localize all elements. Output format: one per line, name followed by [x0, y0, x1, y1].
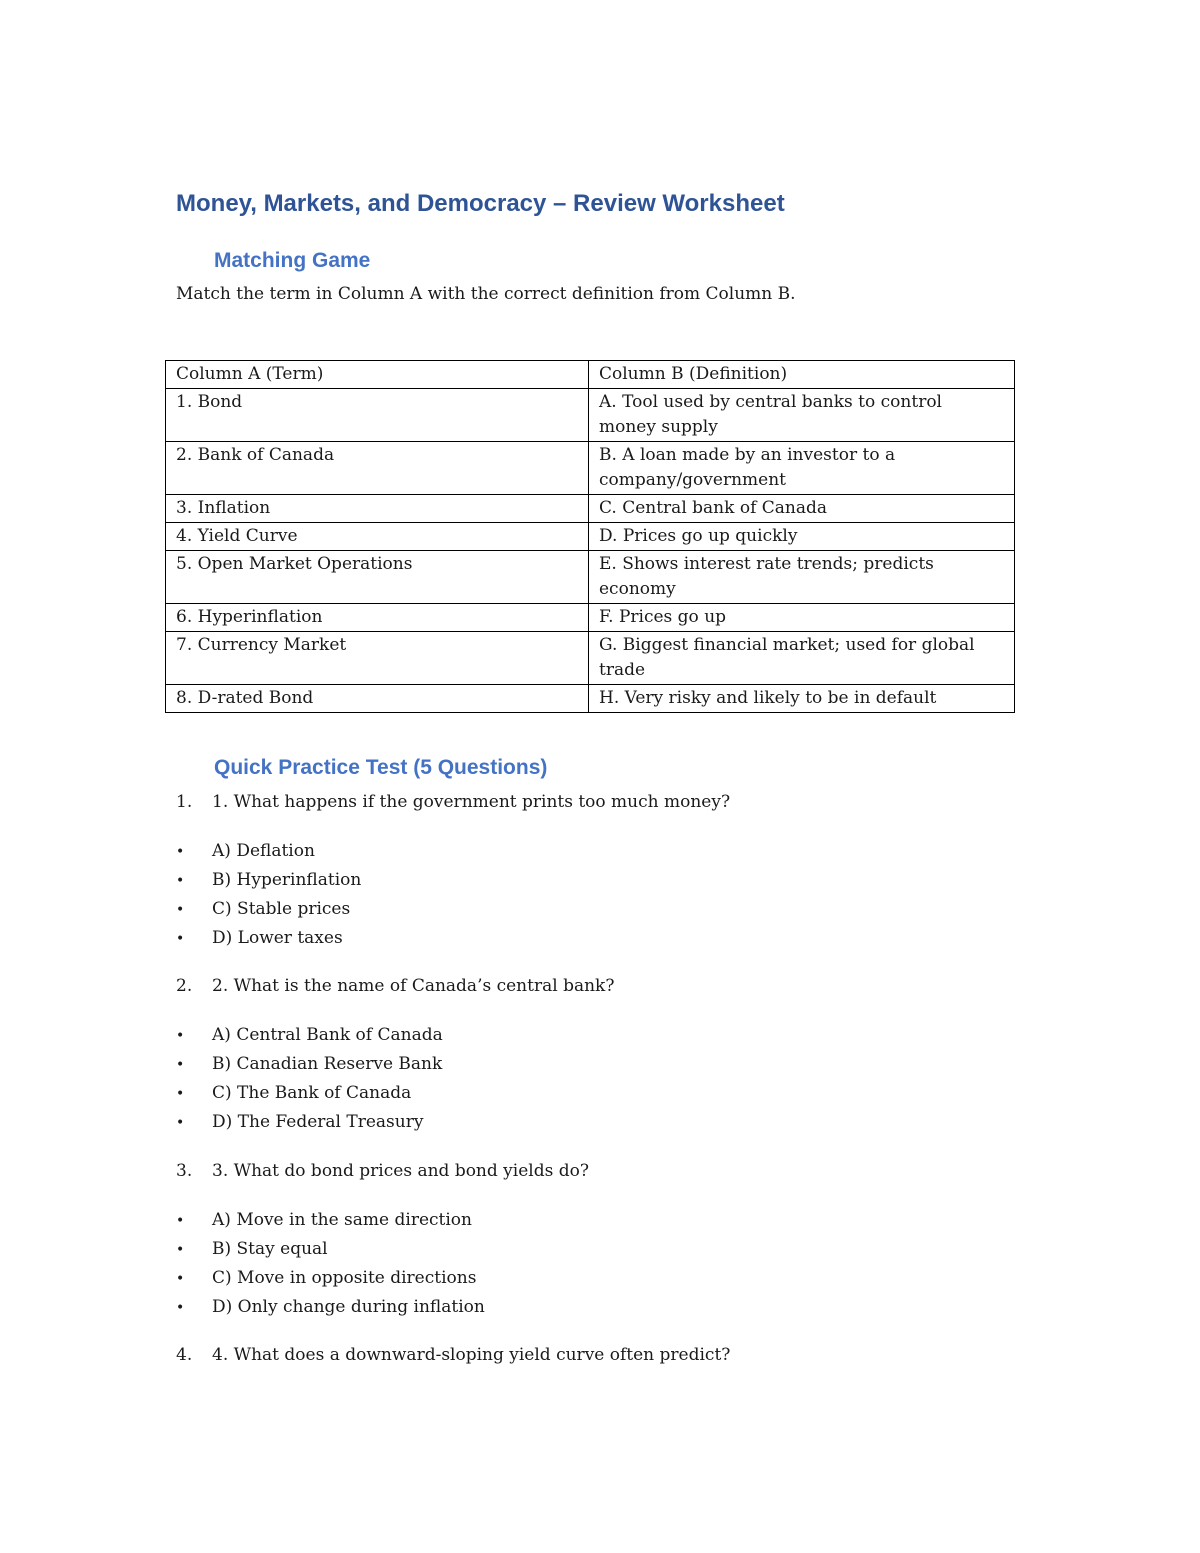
option-text: D) Only change during inflation: [212, 1297, 485, 1317]
option-text: D) Lower taxes: [212, 928, 343, 948]
bullet-icon: •: [176, 1028, 185, 1044]
list-item: [176, 1079, 443, 1108]
question-number: 4.: [176, 1345, 193, 1365]
table-row: [166, 523, 1015, 551]
bullet-icon: •: [176, 844, 185, 860]
table-row: [166, 604, 1015, 632]
question-2: [176, 976, 614, 996]
option-text: B) Hyperinflation: [212, 870, 362, 890]
definition-cell: C. Central bank of Canada: [589, 495, 1015, 523]
list-item: [176, 1235, 485, 1264]
option-text: B) Canadian Reserve Bank: [212, 1054, 443, 1074]
matching-instructions: Match the term in Column A with the correct definition from Column B.: [176, 284, 796, 304]
bullet-icon: •: [176, 873, 185, 889]
list-item: [176, 1021, 443, 1050]
bullet-icon: •: [176, 1242, 185, 1258]
table-row: [166, 389, 1015, 442]
term-cell: 8. D-rated Bond: [166, 685, 589, 713]
question-number: 2.: [176, 976, 193, 996]
term-cell: 4. Yield Curve: [166, 523, 589, 551]
option-text: A) Deflation: [212, 841, 315, 861]
term-cell: 1. Bond: [166, 389, 589, 442]
question-4: [176, 1345, 730, 1365]
question-text: 2. What is the name of Canada’s central bank?: [212, 976, 615, 996]
list-item: [176, 924, 361, 953]
question-3-options: [176, 1206, 485, 1322]
column-a-header: Column A (Term): [166, 361, 589, 389]
definition-cell: D. Prices go up quickly: [589, 523, 1015, 551]
definition-cell: F. Prices go up: [589, 604, 1015, 632]
question-2-options: [176, 1021, 443, 1137]
bullet-icon: •: [176, 1086, 185, 1102]
option-text: A) Move in the same direction: [212, 1210, 472, 1230]
bullet-icon: •: [176, 1213, 185, 1229]
list-item: [176, 1108, 443, 1137]
question-number: 3.: [176, 1161, 193, 1181]
option-text: C) The Bank of Canada: [212, 1083, 412, 1103]
matching-table: [165, 360, 1015, 713]
bullet-icon: •: [176, 1057, 185, 1073]
page-title: Money, Markets, and Democracy – Review Worksheet: [176, 190, 785, 217]
definition-cell: A. Tool used by central banks to control money supply: [589, 389, 1015, 442]
list-item: [176, 1264, 485, 1293]
practice-heading: Quick Practice Test (5 Questions): [214, 756, 548, 779]
table-row: [166, 632, 1015, 685]
bullet-icon: •: [176, 931, 185, 947]
list-item: [176, 1050, 443, 1079]
list-item: [176, 837, 361, 866]
term-cell: 3. Inflation: [166, 495, 589, 523]
question-text: 3. What do bond prices and bond yields do?: [212, 1161, 589, 1181]
term-cell: 5. Open Market Operations: [166, 551, 589, 604]
option-text: B) Stay equal: [212, 1239, 328, 1259]
table-row: [166, 551, 1015, 604]
definition-cell: H. Very risky and likely to be in default: [589, 685, 1015, 713]
question-3: [176, 1161, 589, 1181]
term-cell: 6. Hyperinflation: [166, 604, 589, 632]
definition-cell: E. Shows interest rate trends; predicts economy: [589, 551, 1015, 604]
bullet-icon: •: [176, 1271, 185, 1287]
option-text: D) The Federal Treasury: [212, 1112, 424, 1132]
list-item: [176, 895, 361, 924]
table-row: [166, 495, 1015, 523]
table-header-row: [166, 361, 1015, 389]
bullet-icon: •: [176, 1300, 185, 1316]
term-cell: 7. Currency Market: [166, 632, 589, 685]
question-1: [176, 792, 730, 812]
column-b-header: Column B (Definition): [589, 361, 1015, 389]
term-cell: 2. Bank of Canada: [166, 442, 589, 495]
matching-heading: Matching Game: [214, 249, 371, 272]
definition-cell: G. Biggest financial market; used for global trade: [589, 632, 1015, 685]
list-item: [176, 866, 361, 895]
bullet-icon: •: [176, 1115, 185, 1131]
option-text: A) Central Bank of Canada: [212, 1025, 443, 1045]
option-text: C) Move in opposite directions: [212, 1268, 477, 1288]
list-item: [176, 1293, 485, 1322]
question-text: 4. What does a downward-sloping yield curve often predict?: [212, 1345, 731, 1365]
question-text: 1. What happens if the government prints too much money?: [212, 792, 731, 812]
option-text: C) Stable prices: [212, 899, 351, 919]
question-1-options: [176, 837, 361, 953]
bullet-icon: •: [176, 902, 185, 918]
table-row: [166, 442, 1015, 495]
table-row: [166, 685, 1015, 713]
definition-cell: B. A loan made by an investor to a company/government: [589, 442, 1015, 495]
list-item: [176, 1206, 485, 1235]
question-number: 1.: [176, 792, 193, 812]
